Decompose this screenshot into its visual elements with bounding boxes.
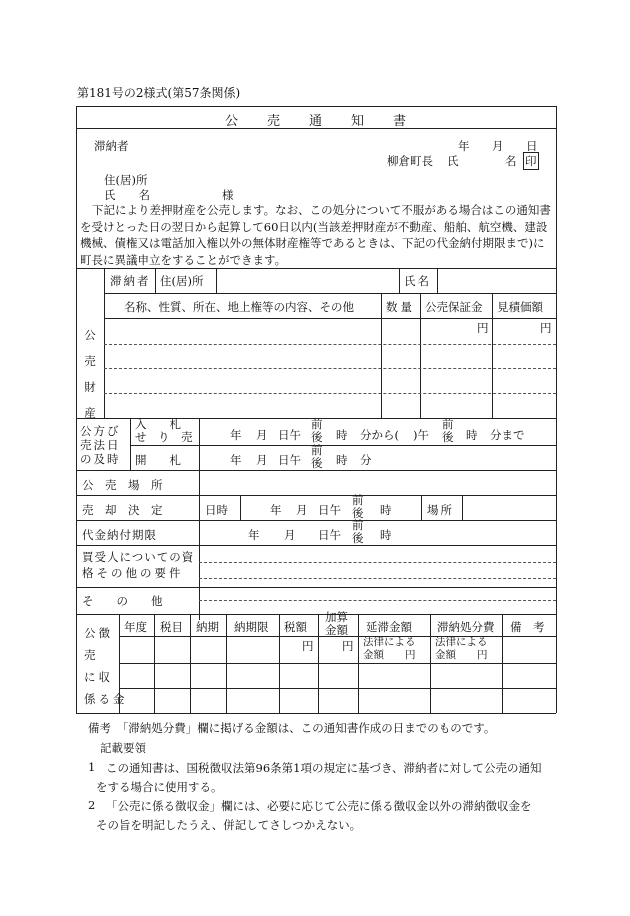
- bid-year: 年: [230, 428, 242, 442]
- pm-mark: 後: [311, 456, 323, 470]
- property-label-char: 産: [84, 406, 96, 420]
- bid-from: 分から(: [360, 428, 399, 442]
- bid-month: 月: [256, 428, 268, 442]
- instruction-1-number: 1: [88, 760, 96, 774]
- grid-line: [119, 636, 556, 637]
- frame-top: [76, 106, 556, 107]
- year-header: 年度: [124, 620, 147, 634]
- open-minute: 分: [360, 453, 372, 467]
- bid-label-line: 入 札: [135, 417, 181, 431]
- date-year: 年: [458, 139, 470, 153]
- open-label: 開 札: [135, 453, 181, 467]
- property-name-label: 氏名: [404, 274, 431, 288]
- grid-line: [119, 688, 556, 689]
- bid-label: [135, 418, 193, 444]
- property-label-char: 財: [84, 380, 96, 394]
- by-law-line: 法律による: [363, 636, 416, 648]
- grid-line: [104, 393, 556, 394]
- grid-line: [199, 600, 556, 601]
- payment-hour: 時: [380, 528, 392, 542]
- instruction-2-line2: その旨を明記したうえ、併記してさしつかえない。: [96, 818, 362, 832]
- decision-month: 月: [296, 503, 308, 517]
- grid-line: [76, 520, 556, 521]
- instruction-1-line1: この通知書は、国税徴収法第96条第1項の規定に基づき、滞納者に対して公売の通知: [106, 761, 542, 775]
- tax-item-header: 税目: [160, 620, 183, 634]
- decision-hour: 時: [380, 503, 392, 517]
- decision-day: 日午: [318, 503, 341, 517]
- tax-amount-yen: 円: [302, 639, 314, 653]
- grid-line: [76, 470, 556, 471]
- grid-line: [130, 445, 556, 446]
- disposal-fee-header: 滞納処分費: [437, 620, 495, 634]
- am-mark: 前: [311, 443, 323, 457]
- property-section-label: [80, 322, 100, 426]
- schedule-label: [80, 424, 121, 466]
- by-law-line: 金額 円: [363, 649, 416, 661]
- address-label: 住(居)所: [104, 173, 148, 187]
- schedule-label-line: 売法日: [80, 438, 121, 452]
- pm-mark: 後: [352, 506, 364, 520]
- open-hour: 時: [336, 453, 348, 467]
- frame-right: [556, 106, 557, 713]
- instruction-2-number: 2: [88, 798, 96, 812]
- collection-label-line: 公徴: [84, 626, 113, 640]
- due-header: 納期: [196, 620, 219, 634]
- notice-text: 下記により差押財産を公売します。なお、この処分について不服がある場合はこの通知書を受けとった日の翌日から起算して60日以内(当該差押財産が不動産、船舶、航空機、建設機械、債権又は電話加入権以外の無体財産権等であるときは、下記の代金納付期限まで)に町長に異議申立をすることができます。: [80, 203, 551, 267]
- deposit-yen: 円: [477, 321, 489, 335]
- surcharge-header-line: 金額: [325, 623, 348, 637]
- document-title: 公 売 通 知 書: [224, 114, 407, 129]
- other-label: そ の 他: [82, 594, 163, 608]
- tax-amount-header: 税額: [284, 620, 307, 634]
- honorific: 様: [222, 188, 234, 202]
- grid-line: [199, 562, 556, 563]
- grid-line: [119, 663, 556, 664]
- bid-label-line: せ り 売: [135, 430, 193, 444]
- property-label-char: 売: [84, 354, 96, 368]
- grid-line: [104, 344, 556, 345]
- decision-place-label: 場所: [427, 503, 454, 517]
- open-day: 日午: [278, 453, 301, 467]
- buyer-label: [82, 549, 194, 581]
- date-day: 日: [526, 139, 538, 153]
- am-mark: 前: [352, 493, 364, 507]
- payment-month: 月: [284, 528, 296, 542]
- grid-line: [155, 268, 156, 293]
- schedule-label-line: の及時: [80, 452, 121, 466]
- name-label: 氏 名: [104, 188, 150, 202]
- grid-line: [437, 268, 438, 293]
- title-divider: [76, 128, 556, 129]
- grid-line: [104, 368, 556, 369]
- late-charge-header: 延滞金額: [366, 620, 412, 634]
- instructions-title: 記載要領: [100, 741, 146, 755]
- bid-hour: 時: [336, 428, 348, 442]
- am-mark: 前: [442, 417, 454, 431]
- bid-day: 日午: [278, 428, 301, 442]
- buyer-label-line: 買受人についての資: [82, 550, 195, 564]
- surcharge-header: [325, 611, 348, 637]
- instruction-2-line1: 「公売に係る徴収金」欄には、必要に応じて公売に係る徴収金以外の滞納徴収金を: [106, 799, 532, 813]
- seal-mark: 印: [525, 154, 537, 168]
- desc-header: 名称、性質、所在、地上権等の内容、その他: [124, 300, 354, 314]
- property-address-label: 住(居)所: [160, 274, 204, 288]
- pm-mark: 後: [311, 430, 323, 444]
- decision-label: 売 却 決 定: [82, 503, 163, 517]
- sender-mei: 名: [505, 154, 517, 168]
- grid-line: [381, 293, 382, 418]
- collection-label-line: 売: [84, 648, 99, 662]
- form-number: 第181号の2様式(第57条関係): [77, 86, 241, 100]
- grid-line: [76, 495, 556, 496]
- pm-mark: 後: [442, 430, 454, 444]
- by-law-line: 金額 円: [435, 649, 488, 661]
- property-label-char: 公: [84, 328, 96, 342]
- grid-line: [199, 578, 556, 579]
- open-month: 月: [256, 453, 268, 467]
- property-top-line: [76, 268, 556, 269]
- grid-line: [216, 268, 217, 293]
- bid-end-hour: 時: [466, 428, 478, 442]
- recipient-label: 滞納者: [94, 139, 129, 153]
- payment-ampm: [352, 519, 364, 545]
- open-year: 年: [230, 453, 242, 467]
- venue-label: 公 売 場 所: [82, 478, 163, 492]
- grid-line: [130, 418, 131, 470]
- pm-mark: 後: [352, 531, 364, 545]
- sender-title: 柳倉町長: [387, 154, 433, 168]
- instruction-1-line2: をする場合に使用する。: [96, 780, 223, 794]
- grid-line: [240, 495, 241, 520]
- sender-shi: 氏: [447, 154, 459, 168]
- grid-line: [76, 545, 556, 546]
- by-law-line: 法律による: [435, 636, 488, 648]
- buyer-label-line: 格その他の要件: [82, 566, 184, 580]
- frame-left: [76, 106, 77, 713]
- grid-line: [104, 318, 556, 319]
- decision-year: 年: [270, 503, 282, 517]
- bid-paren: )午: [413, 428, 429, 442]
- grid-line: [462, 495, 463, 520]
- grid-line: [199, 418, 200, 470]
- delinquent-label: 滞納者: [110, 274, 151, 288]
- open-ampm: [311, 444, 323, 470]
- am-mark: 前: [311, 417, 323, 431]
- date-month: 月: [492, 139, 504, 153]
- grid-line: [421, 495, 422, 520]
- bid-ampm: [311, 418, 323, 444]
- am-mark: 前: [352, 518, 364, 532]
- payment-day: 日午: [318, 528, 341, 542]
- frame-bottom: [76, 713, 556, 714]
- footer-note: 備考 「滞納処分費」欄に掲げる金額は、この通知書作成の日までのものです。: [88, 721, 496, 735]
- deposit-header: 公売保証金: [425, 300, 483, 314]
- decision-ampm: [352, 494, 364, 520]
- payment-year: 年: [248, 528, 260, 542]
- surcharge-yen: 円: [342, 639, 354, 653]
- schedule-label-line: 公方び: [80, 424, 121, 438]
- late-charge-by-law: [363, 636, 416, 662]
- grid-line: [492, 293, 493, 418]
- bid-end-ampm: [442, 418, 454, 444]
- grid-line: [420, 293, 421, 418]
- remarks-header: 備 考: [510, 620, 545, 634]
- qty-header: 数量: [386, 300, 415, 314]
- disposal-fee-by-law: [435, 636, 488, 662]
- grid-line: [76, 614, 556, 615]
- estimate-header: 見積価額: [497, 300, 543, 314]
- grid-line: [104, 293, 556, 294]
- due-limit-header: 納期限: [234, 620, 269, 634]
- surcharge-header-line: 加算: [325, 610, 348, 624]
- grid-line: [76, 587, 556, 588]
- property-label-divider: [104, 268, 105, 418]
- grid-line: [399, 268, 400, 293]
- payment-label: 代金納付期限: [82, 528, 157, 542]
- bid-until: 分まで: [490, 428, 525, 442]
- collection-label-line: 係る金: [84, 692, 128, 706]
- decision-datetime-label: 日時: [205, 503, 228, 517]
- collection-label-line: に収: [84, 670, 113, 684]
- estimate-yen: 円: [540, 321, 552, 335]
